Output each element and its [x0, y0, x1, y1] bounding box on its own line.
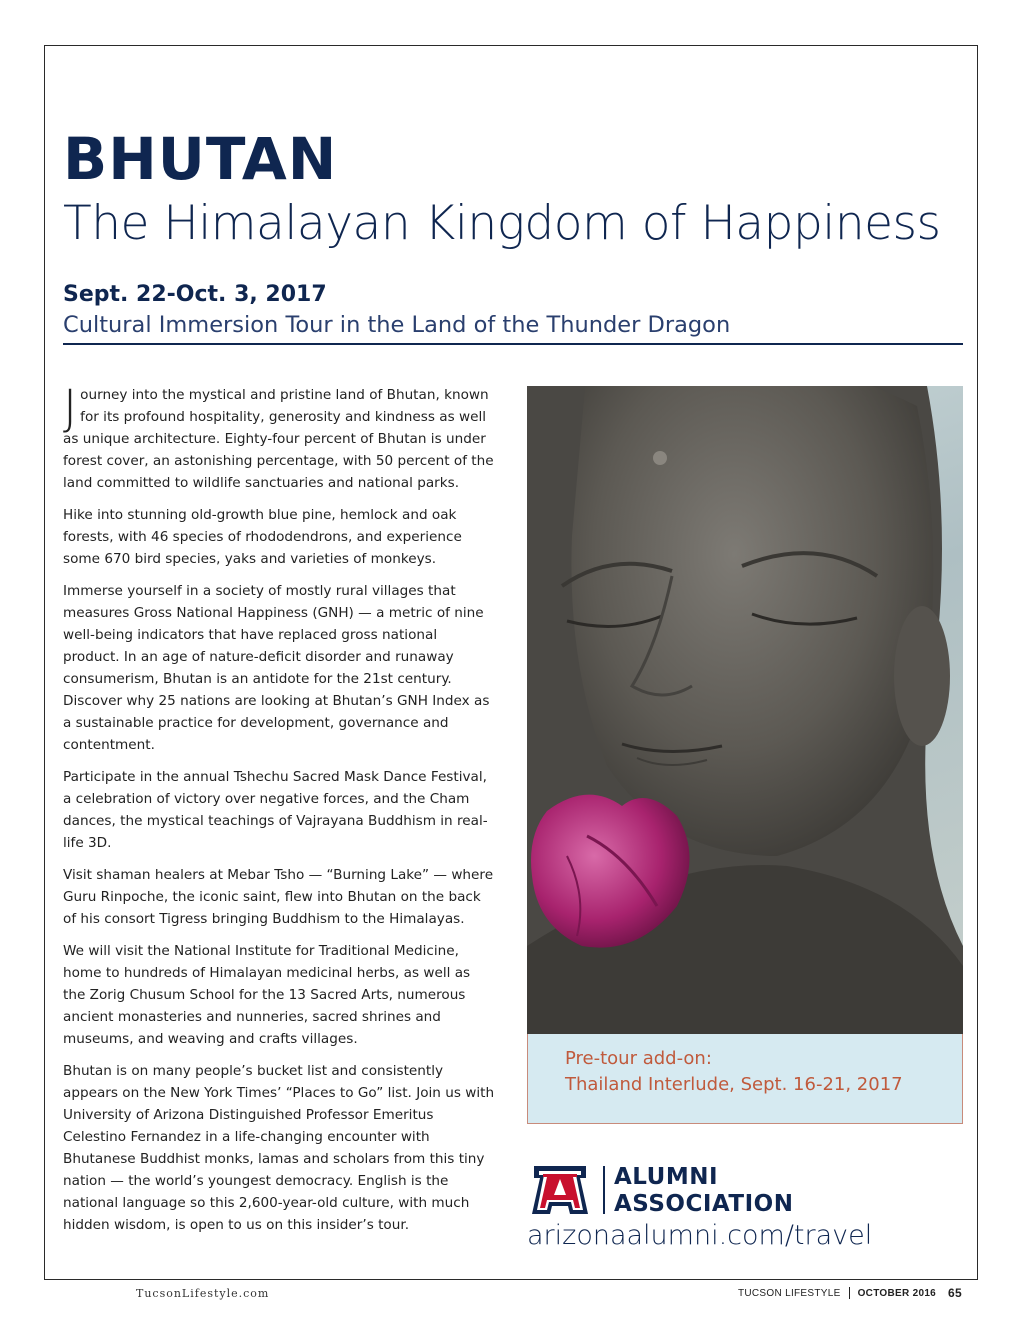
footer-site: TucsonLifestyle.com [136, 1287, 270, 1300]
buddha-statue-illustration [527, 386, 963, 1034]
page-subtitle: The Himalayan Kingdom of Happiness [63, 196, 941, 251]
article-paragraph-7: Bhutan is on many people’s bucket list and consistently appears on the New York Times’ “Places to Go” list. Join us with University of Arizona Distinguished Professor Emeritus Celestino Fernandez in a life-changing encounter with Bhutanese Buddhist monks, lamas and scholars from this tiny nation — the world’s youngest democracy. English is the national language so this 2,600-year-old culture, with much hidden wisdom, is open to us on this insider’s tour. [63, 1063, 495, 1233]
header-divider [63, 343, 963, 345]
footer-issue: OCTOBER 2016 [857, 1287, 937, 1299]
drop-cap: J [63, 380, 78, 436]
article-paragraph-1 [63, 380, 495, 494]
logo-line-1: ALUMNI [614, 1164, 719, 1190]
article-paragraph-5: Visit shaman healers at Mebar Tsho — “Burning Lake” — where Guru Rinpoche, the iconic saint, flew into Bhutan on the back of his consort Tigress bringing Buddhism to the Himalayas. [63, 867, 494, 927]
article-paragraph-4: Participate in the annual Tshechu Sacred Mask Dance Festival, a celebration of victory over negative forces, and the Cham dances, the mystical teachings of Vajrayana Buddhism in real-life 3D. [63, 769, 488, 851]
footer-magazine: TUCSON LIFESTYLE [737, 1287, 841, 1299]
footer-separator [849, 1287, 850, 1299]
footer-folio [738, 1286, 962, 1300]
buddha-photo [527, 386, 963, 1034]
trip-tagline: Cultural Immersion Tour in the Land of the Thunder Dragon [63, 312, 731, 338]
paragraph-text: ourney into the mystical and pristine land of Bhutan, known for its profound hospitality, generosity and kindness as well as unique architecture. Eighty-four percent of Bhutan is under forest cover, an astonishing percentage, with 50 percent of the land committed to wildlife sanctuaries and national parks. [63, 387, 494, 491]
university-a-logo-icon [530, 1162, 590, 1218]
page-title: BHUTAN [63, 125, 338, 193]
logo-divider [603, 1166, 605, 1214]
logo-line-2: ASSOCIATION [614, 1191, 794, 1217]
page-number: 65 [948, 1286, 962, 1300]
pre-tour-callout [527, 1034, 963, 1124]
callout-heading: Pre-tour add-on: [565, 1048, 712, 1069]
article-body [63, 380, 495, 1246]
article-paragraph-6: We will visit the National Institute for Traditional Medicine, home to hundreds of Himalayan medicinal herbs, as well as the Zorig Chusum School for the 13 Sacred Arts, numerous ancient monasteries and nunneries, sacred shrines and museums, and weaving and crafts villages. [63, 943, 471, 1047]
article-paragraph-3: Immerse yourself in a society of mostly rural villages that measures Gross National Happiness (GNH) — a metric of nine well-being indicators that have replaced gross national product. In an age of nature-deficit disorder and runaway consumerism, Bhutan is an antidote for the 21st century. Discover why 25 nations are looking at Bhutan’s GNH Index as a sustainable practice for development, governance and contentment. [63, 583, 490, 753]
article-paragraph-2: Hike into stunning old-growth blue pine, hemlock and oak forests, with 46 species of rhododendrons, and experience some 670 bird species, yaks and varieties of monkeys. [63, 507, 462, 567]
logo-wordmark [614, 1164, 793, 1218]
travel-url-link[interactable]: arizonaalumni.com/travel [527, 1220, 873, 1251]
callout-detail: Thailand Interlude, Sept. 16-21, 2017 [565, 1074, 903, 1095]
trip-dates: Sept. 22-Oct. 3, 2017 [63, 282, 327, 307]
alumni-association-logo [530, 1162, 970, 1222]
